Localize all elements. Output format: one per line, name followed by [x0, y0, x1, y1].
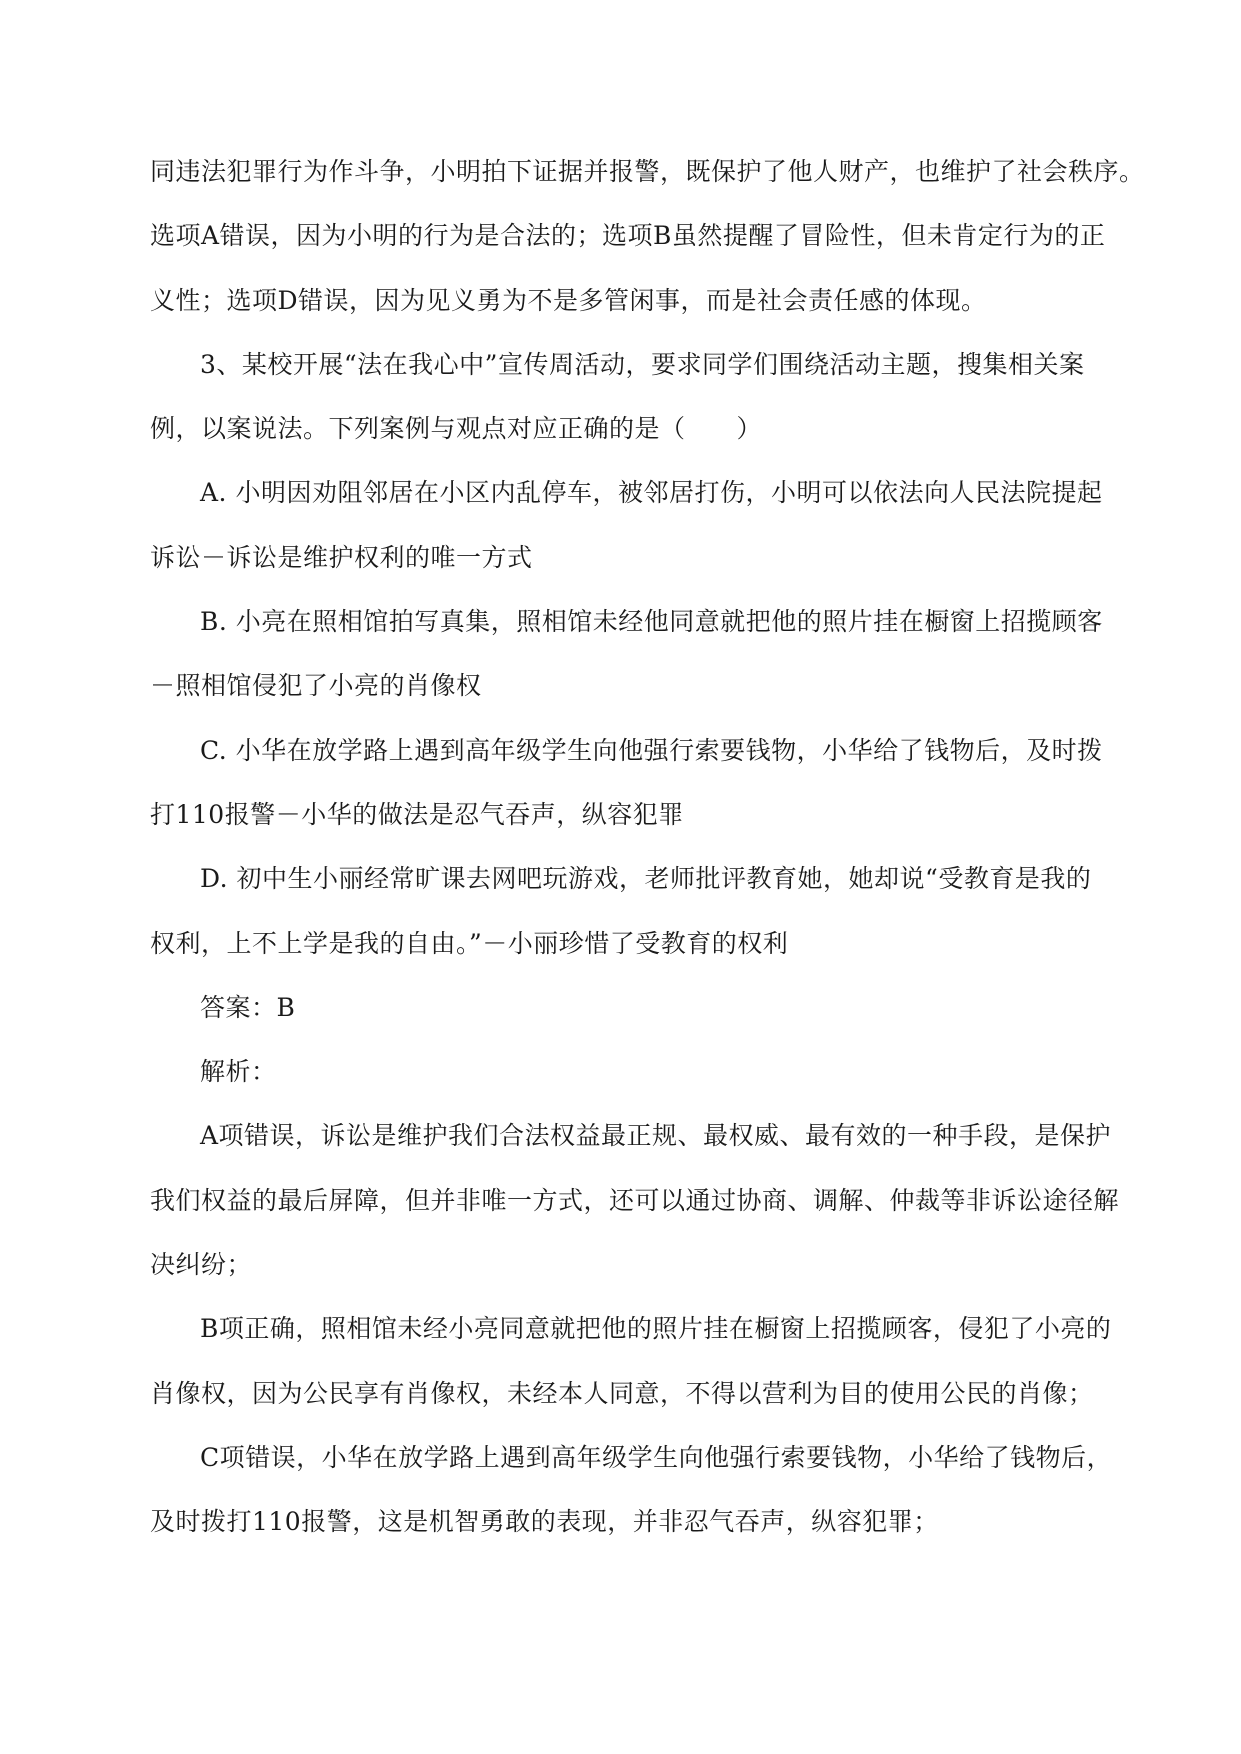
answer-line: 答案：B — [200, 992, 296, 1022]
text-line: 义性；选项D错误，因为见义勇为不是多管闲事，而是社会责任感的体现。 — [150, 285, 987, 315]
option-d: 权利，上不上学是我的自由。”－小丽珍惜了受教育的权利 — [150, 928, 789, 958]
analysis-b: B项正确，照相馆未经小亮同意就把他的照片挂在橱窗上招揽顾客，侵犯了小亮的 — [200, 1314, 1112, 1344]
option-a: A. 小明因劝阻邻居在小区内乱停车，被邻居打伤，小明可以依法向人民法院提起 — [200, 478, 1103, 508]
question-stem: 例，以案说法。下列案例与观点对应正确的是（ ） — [150, 414, 763, 444]
option-b: B. 小亮在照相馆拍写真集，照相馆未经他同意就把他的照片挂在橱窗上招揽顾客 — [200, 607, 1103, 637]
option-a: 诉讼－诉讼是维护权利的唯一方式 — [150, 542, 533, 572]
option-c: C. 小华在放学路上遇到高年级学生向他强行索要钱物，小华给了钱物后，及时拨 — [200, 735, 1103, 765]
analysis-b: 肖像权，因为公民享有肖像权，未经本人同意，不得以营利为目的使用公民的肖像； — [150, 1378, 1094, 1408]
document-page — [150, 140, 1145, 1555]
analysis-a: 决纠纷； — [150, 1250, 253, 1280]
option-c: 打110报警－小华的做法是忍气吞声，纵容犯罪 — [150, 799, 684, 829]
analysis-heading: 解析： — [200, 1057, 277, 1087]
option-d: D. 初中生小丽经常旷课去网吧玩游戏，老师批评教育她，她却说“受教育是我的 — [200, 864, 1092, 894]
text-line: 同违法犯罪行为作斗争，小明拍下证据并报警，既保护了他人财产，也维护了社会秩序。 — [150, 157, 1145, 186]
analysis-c: C项错误，小华在放学路上遇到高年级学生向他强行索要钱物，小华给了钱物后， — [200, 1442, 1113, 1472]
question-stem: 3、某校开展“法在我心中”宣传周活动，要求同学们围绕活动主题，搜集相关案 — [200, 349, 1085, 379]
option-b: －照相馆侵犯了小亮的肖像权 — [150, 671, 482, 701]
text-line: 选项A错误，因为小明的行为是合法的；选项B虽然提醒了冒险性，但未肯定行为的正 — [150, 221, 1106, 251]
analysis-a: 我们权益的最后屏障，但并非唯一方式，还可以通过协商、调解、仲裁等非诉讼途径解 — [150, 1185, 1120, 1215]
analysis-a: A项错误，诉讼是维护我们合法权益最正规、最权威、最有效的一种手段，是保护 — [200, 1121, 1112, 1151]
analysis-c: 及时拨打110报警，这是机智勇敢的表现，并非忍气吞声，纵容犯罪； — [150, 1507, 939, 1537]
